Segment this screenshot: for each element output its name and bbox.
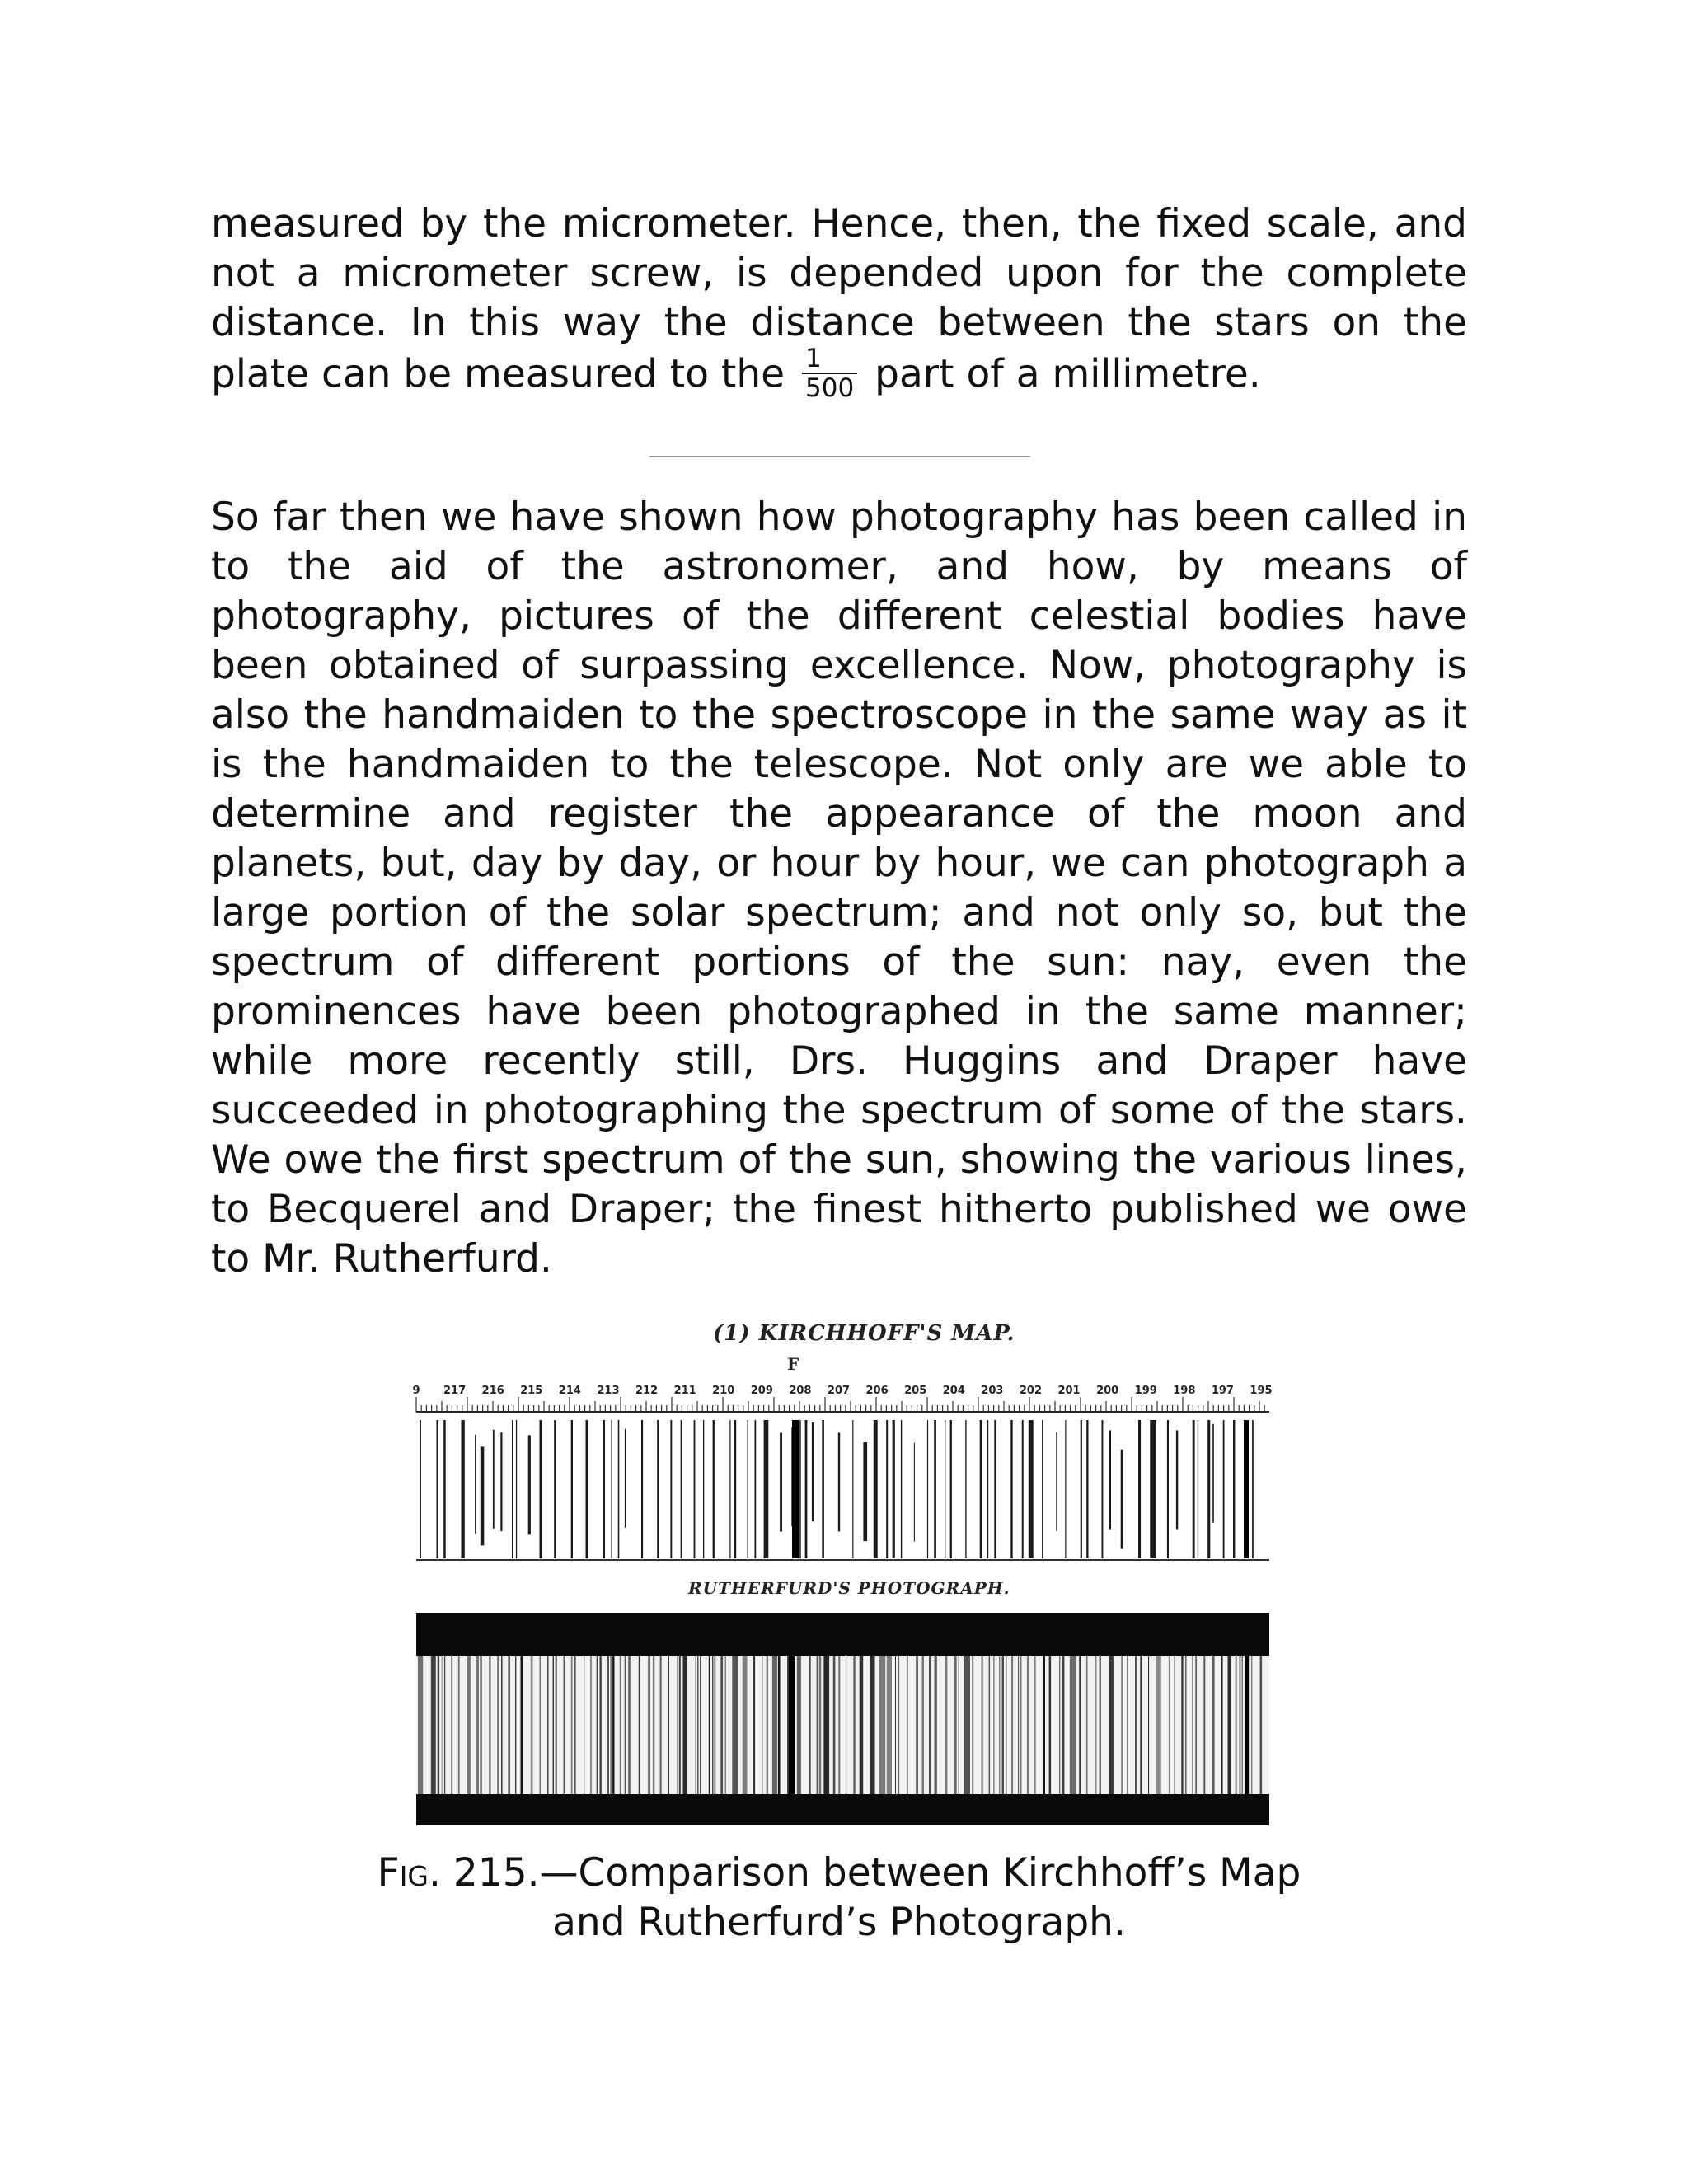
scale-label: 210 <box>712 1385 735 1397</box>
scale-label: 209 <box>750 1385 773 1397</box>
scale-label: 205 <box>904 1385 927 1397</box>
scale-label: 204 <box>942 1385 965 1397</box>
scale-label: 198 <box>1173 1385 1196 1397</box>
paragraph-1-text: measured by the micrometer. Hence, then, the fixed scale, and not a micrometer screw, is depended upon for the complete distance. In this way the distance between the stars on the plate can be measured to the <box>211 201 1467 397</box>
scale-label: 195 <box>1250 1385 1273 1397</box>
scale-label: 202 <box>1019 1385 1043 1397</box>
scale-label: 208 <box>789 1385 812 1397</box>
scale-label: 200 <box>1096 1385 1119 1397</box>
scale-label: 214 <box>558 1385 581 1397</box>
scale-label: 203 <box>981 1385 1004 1397</box>
scale-label: 217 <box>443 1385 467 1397</box>
figure-subtitle: RUTHERFURD'S PHOTOGRAPH. <box>688 1578 1010 1598</box>
paragraph-1-end: part of a millimetre. <box>874 351 1261 397</box>
scale-label: 216 <box>481 1385 504 1397</box>
scale-label: 213 <box>597 1385 620 1397</box>
section-divider <box>649 456 1030 457</box>
fraunhofer-line-marker: F <box>787 1354 799 1374</box>
caption-fig-label: Fig. <box>377 1850 441 1896</box>
fraction-denominator: 500 <box>805 373 855 403</box>
scale-label: 212 <box>635 1385 659 1397</box>
fraction-numerator: 1 <box>802 344 857 374</box>
spectrum-figure <box>408 1298 1273 1825</box>
scale-label: 207 <box>827 1385 851 1397</box>
scale-label: 201 <box>1057 1385 1081 1397</box>
scale-label: 197 <box>1211 1385 1234 1397</box>
scale-label: 215 <box>520 1385 543 1397</box>
fraction <box>802 344 857 402</box>
paragraph-2: So far then we have shown how photography has been called in to the aid of the astronomer, and how, by means of photography, pictures of the different celestial bodies have been obtained of surpassing excellence. Now, photography is also the handmaiden to the spectroscope in the same way as it is the handmaiden to the telescope. Not only are we able to determine and register the appearance of the moon and planets, but, day by day, or hour by hour, we can photograph a large portion of the solar spectrum; and not only so, but the spectrum of different portions of the sun: nay, even the prominences have been photographed in the same manner; while more recently still, Drs. Huggins and Draper have succeeded in photographing the spectrum of some of the stars. We owe the first spectrum of the sun, showing the various lines, to Becquerel and Draper; the finest hitherto published we owe to Mr. Rutherfurd. <box>211 494 1467 1282</box>
scale-label: 206 <box>865 1385 889 1397</box>
scale-label: 199 <box>1134 1385 1157 1397</box>
figure-caption <box>211 1849 1467 1947</box>
caption-line-2: and Rutherfurd’s Photograph. <box>552 1900 1126 1945</box>
scale-label: 211 <box>673 1385 696 1397</box>
spectrum-illustration <box>408 1298 1273 1825</box>
figure-title: (1) KIRCHHOFF'S MAP. <box>713 1321 1015 1346</box>
scale-label: 9 <box>412 1385 420 1397</box>
paragraph-1 <box>211 199 1467 405</box>
caption-line-1: 215.—Comparison between Kirchhoff’s Map <box>452 1850 1301 1896</box>
